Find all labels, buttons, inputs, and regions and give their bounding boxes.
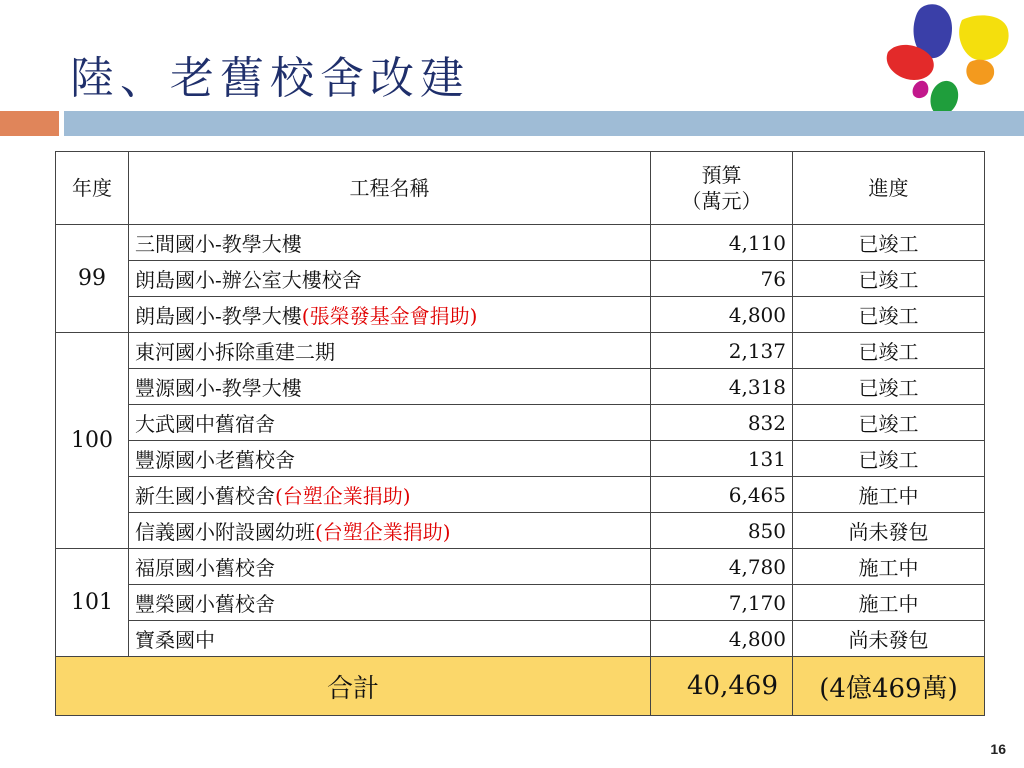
header-budget-line1: 預算 <box>701 163 742 187</box>
budget-cell: 4,318 <box>651 369 793 405</box>
budget-cell: 7,170 <box>651 585 793 621</box>
progress-cell: 已竣工 <box>793 297 985 333</box>
table-row <box>56 477 985 513</box>
progress-cell: 已竣工 <box>793 225 985 261</box>
project-name-cell <box>129 333 651 369</box>
project-name-cell <box>129 297 651 333</box>
total-budget: 40,469 <box>651 657 793 716</box>
title-underline-blue <box>64 111 1024 136</box>
progress-cell: 施工中 <box>793 477 985 513</box>
table-body <box>56 225 985 716</box>
budget-cell: 131 <box>651 441 793 477</box>
total-note: (4億469萬) <box>793 657 985 716</box>
project-name: 大武國中舊宿舍 <box>135 412 275 436</box>
project-name-cell <box>129 585 651 621</box>
project-name: 福原國小舊校舍 <box>135 556 275 580</box>
progress-cell: 施工中 <box>793 585 985 621</box>
project-name: 豐源國小老舊校舍 <box>135 448 295 472</box>
budget-cell: 4,800 <box>651 297 793 333</box>
progress-cell: 尚未發包 <box>793 621 985 657</box>
progress-cell: 已竣工 <box>793 405 985 441</box>
project-name-cell <box>129 513 651 549</box>
progress-cell: 施工中 <box>793 549 985 585</box>
progress-cell: 已竣工 <box>793 441 985 477</box>
table-row <box>56 297 985 333</box>
school-rebuild-table <box>55 151 985 716</box>
project-name: 寶桑國中 <box>135 628 215 652</box>
donor-note: (台塑企業捐助) <box>275 484 411 508</box>
progress-cell: 尚未發包 <box>793 513 985 549</box>
header-year: 年度 <box>56 152 129 225</box>
header-progress: 進度 <box>793 152 985 225</box>
title-underline-orange <box>0 111 59 136</box>
project-name: 豐源國小-教學大樓 <box>135 376 302 400</box>
project-name: 朗島國小-辦公室大樓校舍 <box>135 268 362 292</box>
progress-cell: 已竣工 <box>793 369 985 405</box>
table-row <box>56 405 985 441</box>
project-name-cell <box>129 261 651 297</box>
logo-orange-petal <box>966 60 994 85</box>
project-name-cell <box>129 621 651 657</box>
project-name: 豐榮國小舊校舍 <box>135 592 275 616</box>
year-cell: 100 <box>56 333 129 549</box>
donor-note: (台塑企業捐助) <box>315 520 451 544</box>
logo-yellow-petal <box>959 15 1008 60</box>
budget-cell: 4,780 <box>651 549 793 585</box>
budget-cell: 6,465 <box>651 477 793 513</box>
table-header-row <box>56 152 985 225</box>
project-name-cell <box>129 477 651 513</box>
slide-title: 陸、老舊校舍改建 <box>70 53 470 104</box>
table-row <box>56 369 985 405</box>
project-name-cell <box>129 549 651 585</box>
table-row <box>56 261 985 297</box>
year-cell: 101 <box>56 549 129 657</box>
total-row <box>56 657 985 716</box>
budget-cell: 832 <box>651 405 793 441</box>
project-name: 朗島國小-教學大樓 <box>135 304 302 328</box>
header-budget <box>651 152 793 225</box>
table-row <box>56 225 985 261</box>
budget-cell: 850 <box>651 513 793 549</box>
table-row <box>56 585 985 621</box>
table-row <box>56 513 985 549</box>
budget-cell: 4,110 <box>651 225 793 261</box>
budget-cell: 4,800 <box>651 621 793 657</box>
project-name-cell <box>129 225 651 261</box>
header-budget-line2: （萬元） <box>681 189 762 213</box>
logo-magenta-petal <box>913 81 929 98</box>
project-name: 新生國小舊校舍 <box>135 484 275 508</box>
total-label: 合計 <box>56 657 651 716</box>
table-row <box>56 441 985 477</box>
table-row <box>56 621 985 657</box>
project-name: 三間國小-教學大樓 <box>135 232 302 256</box>
progress-cell: 已竣工 <box>793 333 985 369</box>
budget-cell: 76 <box>651 261 793 297</box>
donor-note: (張榮發基金會捐助) <box>301 304 478 328</box>
project-name-cell <box>129 441 651 477</box>
project-name-cell <box>129 405 651 441</box>
progress-cell: 已竣工 <box>793 261 985 297</box>
project-name: 東河國小拆除重建二期 <box>135 340 335 364</box>
year-cell: 99 <box>56 225 129 333</box>
flower-logo <box>878 0 1024 128</box>
budget-cell: 2,137 <box>651 333 793 369</box>
header-project-name: 工程名稱 <box>129 152 651 225</box>
project-name-cell <box>129 369 651 405</box>
table-row <box>56 333 985 369</box>
table-row <box>56 549 985 585</box>
project-name: 信義國小附設國幼班 <box>135 520 315 544</box>
page-number: 16 <box>990 741 1006 757</box>
